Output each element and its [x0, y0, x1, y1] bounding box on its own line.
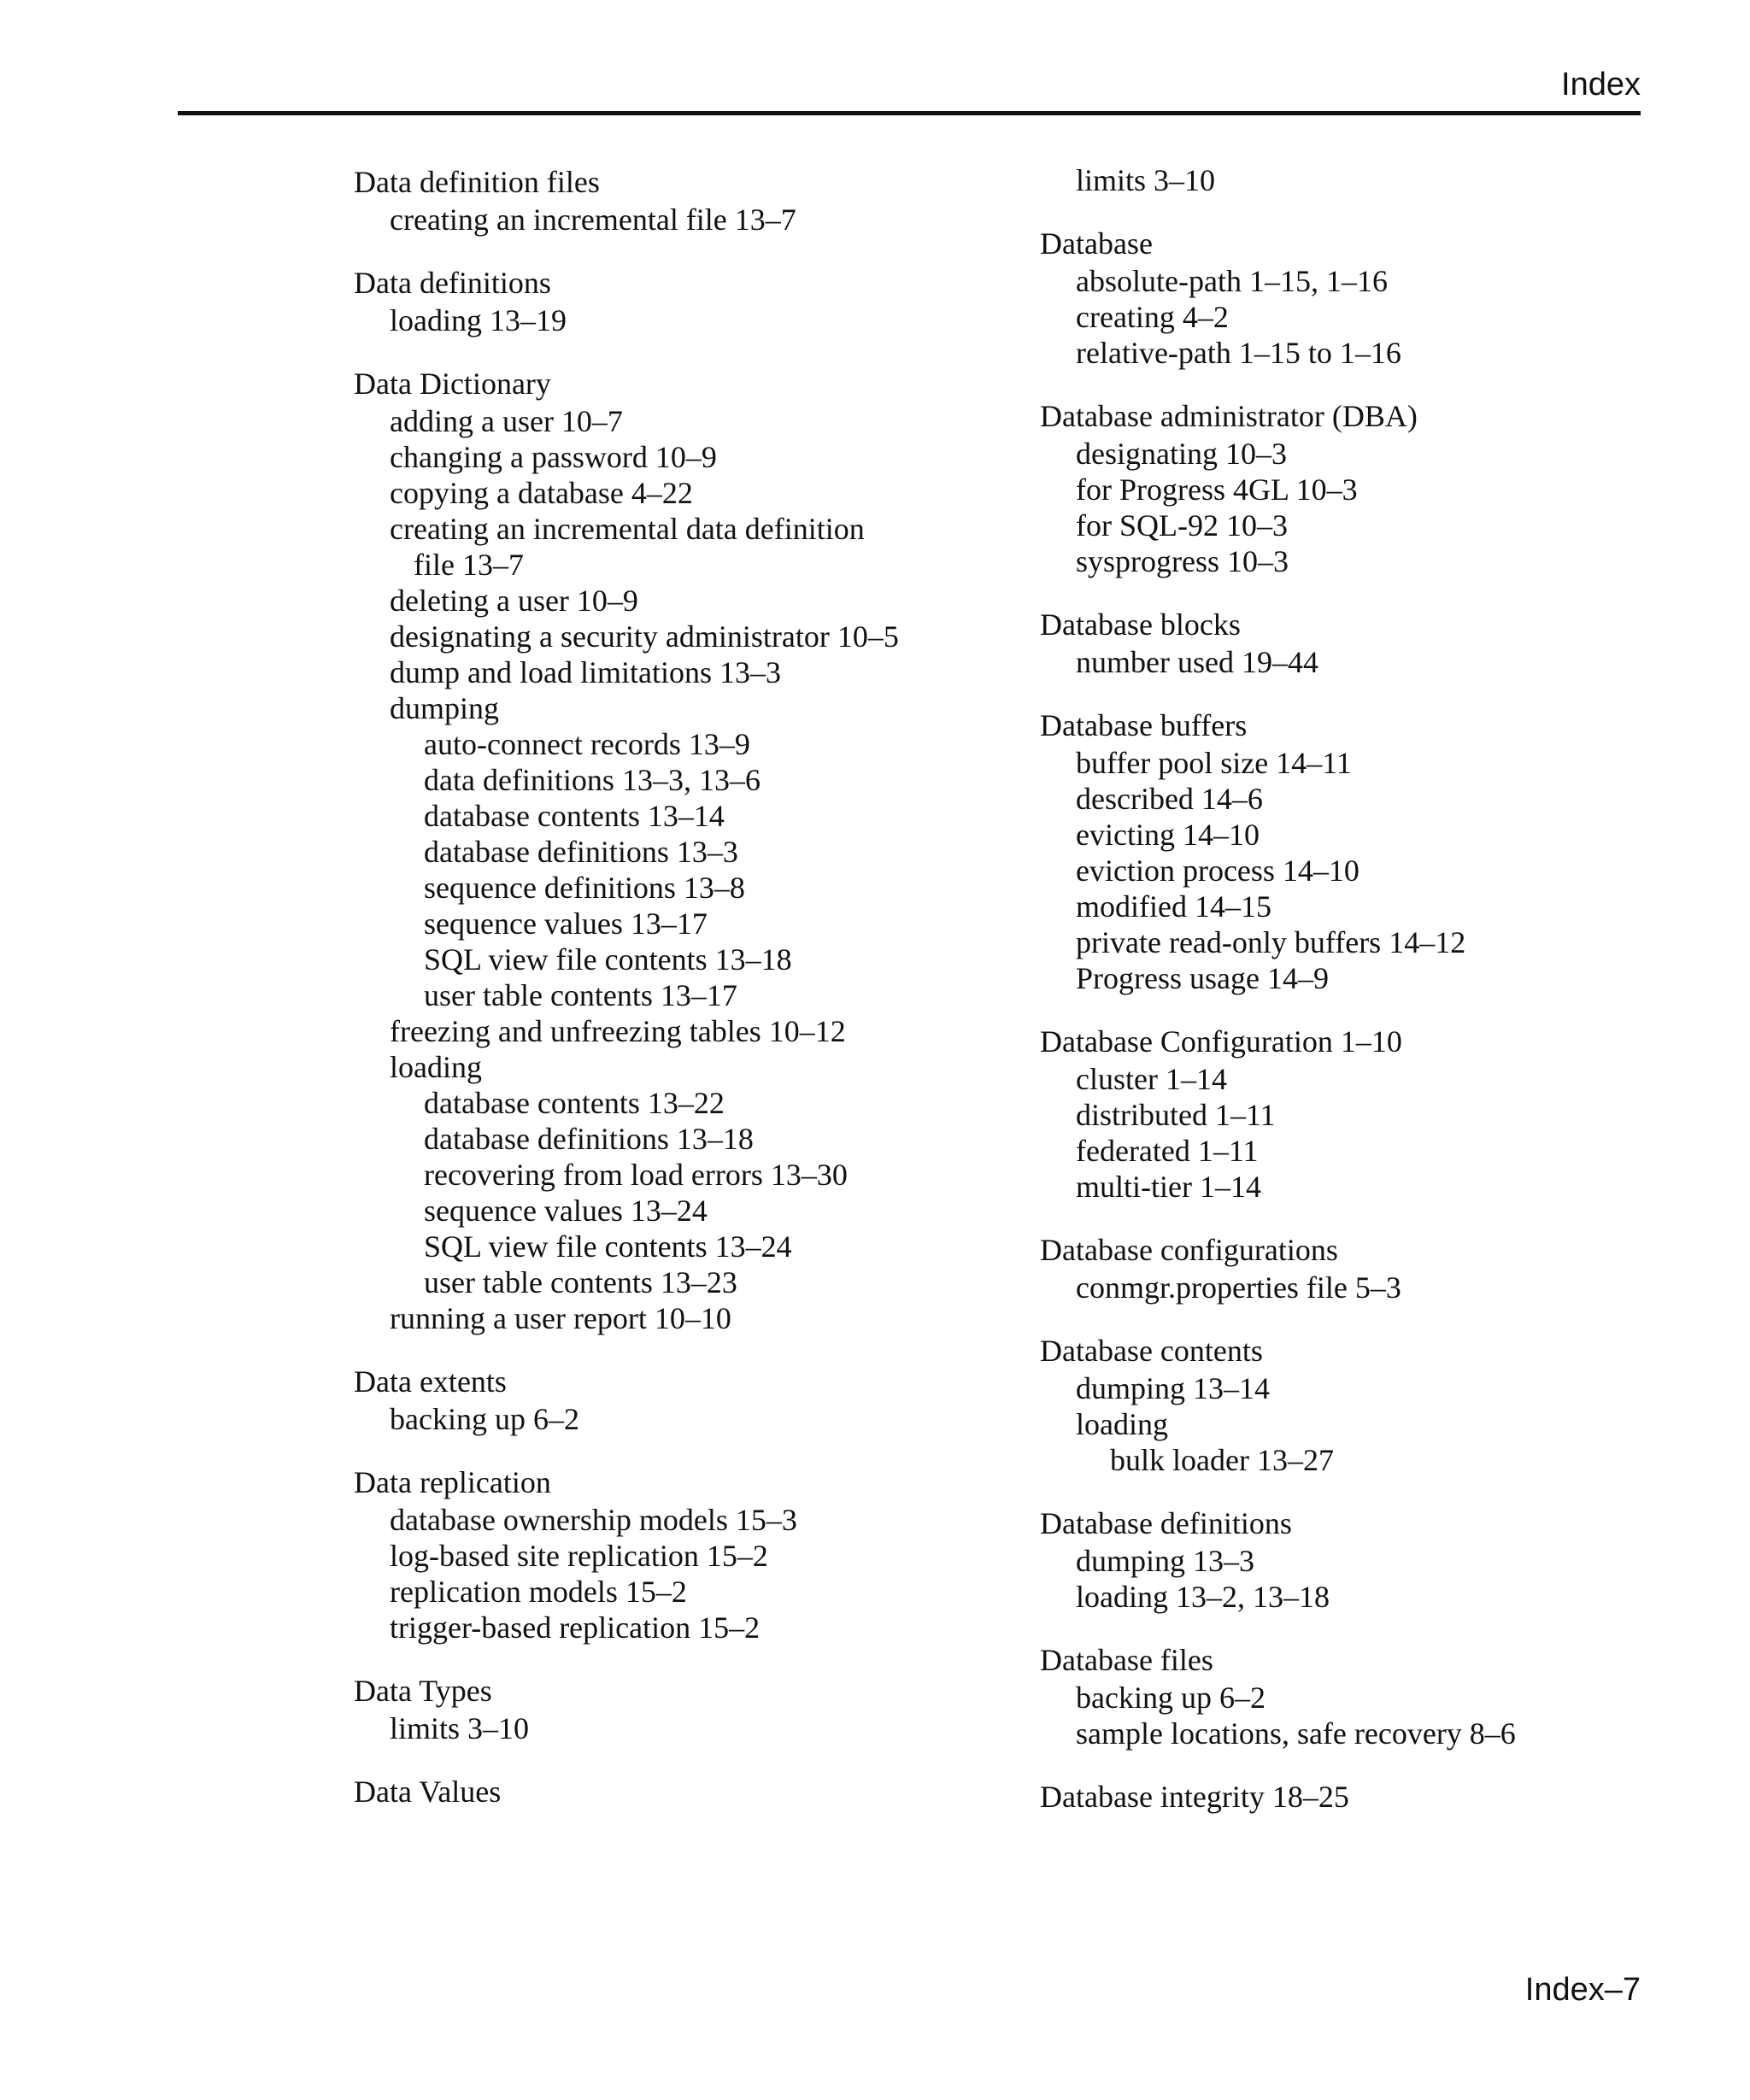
- index-subentry: eviction process 14–10: [1076, 853, 1359, 888]
- index-heading: Database contents: [1040, 1334, 1263, 1368]
- index-subentry: dumping 13–14: [1076, 1371, 1271, 1405]
- index-subentry: absolute-path 1–15, 1–16: [1076, 264, 1388, 298]
- index-subentry: copying a database 4–22: [390, 476, 693, 510]
- index-subsubentry: user table contents 13–23: [424, 1265, 737, 1299]
- index-heading: Data Values: [354, 1774, 502, 1809]
- index-subentry: creating 4–2: [1076, 300, 1229, 334]
- index-subentry: freezing and unfreezing tables 10–12: [390, 1014, 846, 1048]
- index-subsubentry: data definitions 13–3, 13–6: [424, 763, 760, 797]
- index-entry: [354, 263, 969, 338]
- index-entry: [1040, 706, 1638, 996]
- index-subentry: database ownership models 15–3: [390, 1503, 797, 1537]
- index-subentry: loading: [390, 1050, 482, 1084]
- index-subentry: backing up 6–2: [390, 1402, 579, 1436]
- index-subentry: private read-only buffers 14–12: [1076, 925, 1466, 959]
- index-subsubentry: auto-connect records 13–9: [424, 727, 750, 761]
- index-heading: Database Configuration 1–10: [1040, 1024, 1402, 1059]
- index-subsubentry: user table contents 13–17: [424, 978, 737, 1012]
- index-subentry: creating an incremental data definition: [390, 512, 865, 546]
- index-heading: Data Dictionary: [354, 367, 551, 401]
- index-subentry: designating a security administrator 10–5: [390, 619, 899, 654]
- index-subentry: designating 10–3: [1076, 437, 1287, 471]
- index-subsubentry: recovering from load errors 13–30: [424, 1158, 848, 1192]
- index-entry: [1040, 1504, 1638, 1615]
- index-subentry: evicting 14–10: [1076, 818, 1260, 852]
- index-subentry: dumping 13–3: [1076, 1544, 1255, 1578]
- index-subentry: sample locations, safe recovery 8–6: [1076, 1716, 1516, 1751]
- index-heading: Database blocks: [1040, 607, 1241, 642]
- header-rule: [178, 111, 1641, 115]
- index-heading: Data Types: [354, 1674, 492, 1708]
- index-heading: Data definitions: [354, 266, 551, 300]
- index-entry: [1040, 1640, 1638, 1751]
- index-subentry: relative-path 1–15 to 1–16: [1076, 336, 1401, 370]
- index-heading: Database administrator (DBA): [1040, 399, 1418, 433]
- index-heading: Data definition files: [354, 165, 600, 199]
- index-subentry: dump and load limitations 13–3: [390, 655, 781, 689]
- index-column-left: [354, 162, 969, 1811]
- index-subentry: limits 3–10: [1076, 163, 1216, 197]
- index-heading: Database buffers: [1040, 708, 1248, 742]
- index-subentry: trigger-based replication 15–2: [390, 1610, 760, 1645]
- index-subsubentry: database contents 13–22: [424, 1086, 725, 1120]
- index-entry: [354, 1671, 969, 1746]
- index-entry: [354, 1362, 969, 1437]
- index-subentry: number used 19–44: [1076, 645, 1318, 679]
- index-heading: Data extents: [354, 1364, 507, 1399]
- index-subentry: modified 14–15: [1076, 889, 1271, 924]
- index-subentry: distributed 1–11: [1076, 1098, 1276, 1132]
- index-subentry: federated 1–11: [1076, 1134, 1259, 1168]
- index-subentry: described 14–6: [1076, 782, 1263, 816]
- index-entry: [1040, 162, 1638, 198]
- index-subentry: limits 3–10: [390, 1711, 530, 1745]
- index-subentry: adding a user 10–7: [390, 404, 623, 438]
- index-subentry: creating an incremental file 13–7: [390, 202, 796, 237]
- index-entry: [354, 1463, 969, 1645]
- index-entry: [354, 1772, 969, 1811]
- index-subentry: multi-tier 1–14: [1076, 1170, 1261, 1204]
- index-subentry: replication models 15–2: [390, 1575, 687, 1609]
- index-column-right: [1040, 162, 1638, 1816]
- index-subentry: for Progress 4GL 10–3: [1076, 472, 1358, 507]
- index-entry: [1040, 1230, 1638, 1305]
- index-subentry: dumping: [390, 691, 500, 725]
- index-subentry: log-based site replication 15–2: [390, 1539, 768, 1573]
- index-subentry: sysprogress 10–3: [1076, 544, 1289, 578]
- index-subsubentry: database definitions 13–3: [424, 835, 738, 869]
- index-subsubentry: database contents 13–14: [424, 799, 725, 833]
- index-entry: [1040, 224, 1638, 371]
- index-subentry: cluster 1–14: [1076, 1062, 1227, 1096]
- index-subentry: file 13–7: [414, 548, 524, 582]
- index-subentry: for SQL-92 10–3: [1076, 508, 1288, 543]
- index-subentry: loading 13–2, 13–18: [1076, 1580, 1330, 1614]
- index-heading: Data replication: [354, 1465, 551, 1499]
- index-subentry: deleting a user 10–9: [390, 584, 638, 618]
- index-subentry: Progress usage 14–9: [1076, 961, 1329, 995]
- index-entry: [354, 364, 969, 1336]
- index-heading: Database integrity 18–25: [1040, 1780, 1349, 1814]
- index-entry: [354, 162, 969, 238]
- page-number: Index–7: [1524, 1972, 1641, 2008]
- index-heading: Database: [1040, 226, 1153, 261]
- running-header: Index: [1561, 67, 1641, 103]
- index-subentry: loading 13–19: [390, 303, 567, 337]
- index-subsubentry: sequence definitions 13–8: [424, 871, 745, 905]
- index-entry: [1040, 605, 1638, 680]
- index-subsubentry: sequence values 13–17: [424, 906, 708, 941]
- index-entry: [1040, 1777, 1638, 1816]
- index-subentry: buffer pool size 14–11: [1076, 746, 1352, 780]
- index-heading: Database files: [1040, 1643, 1213, 1677]
- index-subsubentry: sequence values 13–24: [424, 1194, 708, 1228]
- index-subentry: loading: [1076, 1407, 1168, 1441]
- index-subentry: conmgr.properties file 5–3: [1076, 1270, 1401, 1305]
- index-heading: Database configurations: [1040, 1233, 1338, 1267]
- index-subsubentry: bulk loader 13–27: [1110, 1443, 1334, 1477]
- index-subsubentry: SQL view file contents 13–18: [424, 942, 792, 977]
- index-heading: Database definitions: [1040, 1506, 1292, 1540]
- index-entry: [1040, 396, 1638, 579]
- index-subentry: backing up 6–2: [1076, 1681, 1266, 1715]
- index-subsubentry: database definitions 13–18: [424, 1122, 754, 1156]
- index-subentry: running a user report 10–10: [390, 1301, 731, 1335]
- index-subsubentry: SQL view file contents 13–24: [424, 1229, 792, 1264]
- index-entry: [1040, 1022, 1638, 1205]
- index-entry: [1040, 1331, 1638, 1478]
- index-subentry: changing a password 10–9: [390, 440, 717, 474]
